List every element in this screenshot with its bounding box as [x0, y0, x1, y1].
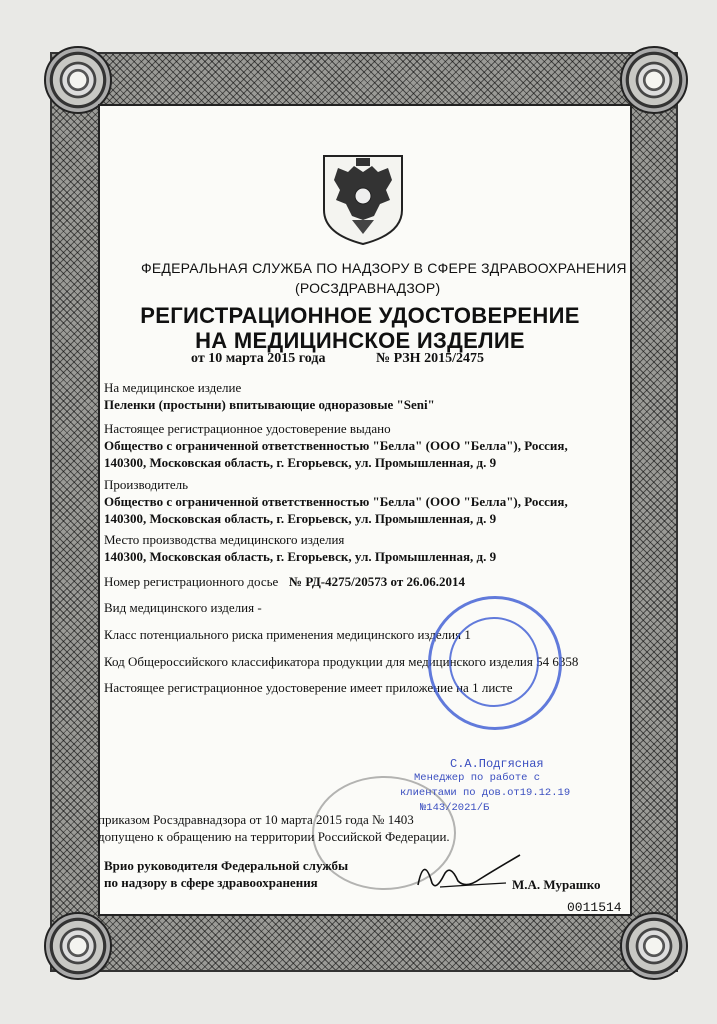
device-kind: Вид медицинского изделия - [104, 600, 262, 615]
copy-stamp-position: Менеджер по работе с [414, 772, 541, 784]
corner-rosette-icon [620, 912, 688, 980]
registration-number: № РЗН 2015/2475 [376, 351, 484, 366]
copy-stamp-name: С.А.Подгясная [450, 757, 544, 771]
signatory-role-continued: по надзору в сфере здравоохранения [104, 875, 318, 890]
signatory-role: Врио руководителя Федеральной службы [104, 858, 349, 873]
signatory-name: М.А. Мурашко [512, 877, 601, 892]
risk-class: Класс потенциального риска применения медицинского изделия 1 [104, 627, 471, 642]
manufacturer-address: 140300, Московская область, г. Егорьевск, ул. Промышленная, д. 9 [104, 511, 497, 526]
company-seal-stamp [428, 596, 562, 730]
dossier-number: № РД-4275/20573 от 26.06.2014 [289, 574, 465, 589]
seal-inner-ring [449, 617, 539, 707]
order-line: приказом Росздравнадзора от 10 марта 2015 года № 1403 [98, 812, 414, 827]
manufacturer-company: Общество с ограниченной ответственностью "Белла" (ООО "Белла"), Россия, [104, 494, 568, 509]
certificate-title: РЕГИСТРАЦИОННОЕ УДОСТОВЕРЕНИЕ [140, 303, 580, 328]
circulation-approval: допущено к обращению на территории Российской Федерации. [98, 829, 450, 844]
issued-to-company: Общество с ограниченной ответственностью "Белла" (ООО "Белла"), Россия, [104, 438, 568, 453]
copy-stamp-number: №143/2021/Б [420, 802, 490, 814]
issued-to-label: Настоящее регистрационное удостоверение выдано [104, 421, 391, 436]
copy-stamp-authority: клиентами по дов.от19.12.19 [400, 787, 571, 799]
dossier-label: Номер регистрационного досье [104, 574, 279, 589]
production-place-address: 140300, Московская область, г. Егорьевск, ул. Промышленная, д. 9 [104, 549, 497, 564]
agency-abbreviation: (РОСЗДРАВНАДЗОР) [295, 280, 441, 296]
production-place-label: Место производства медицинского изделия [104, 532, 345, 547]
appendix-note: Настоящее регистрационное удостоверение имеет приложение на 1 листе [104, 680, 513, 695]
coat-of-arms-icon [318, 150, 408, 246]
agency-name: ФЕДЕРАЛЬНАЯ СЛУЖБА ПО НАДЗОРУ В СФЕРЕ ЗДРАВООХРАНЕНИЯ [141, 260, 627, 276]
device-label: На медицинское изделие [104, 380, 242, 395]
device-name: Пеленки (простыни) впитывающие одноразовые "Seni" [104, 397, 435, 412]
okp-code: Код Общероссийского классификатора продукции для медицинского изделия 54 6358 [104, 654, 579, 669]
certificate-subtitle: НА МЕДИЦИНСКОЕ ИЗДЕЛИЕ [195, 328, 525, 353]
issue-date: от 10 марта 2015 года [191, 351, 326, 366]
serial-number: 0011514 [567, 900, 622, 915]
issued-to-address: 140300, Московская область, г. Егорьевск, ул. Промышленная, д. 9 [104, 455, 497, 470]
manufacturer-label: Производитель [104, 477, 189, 492]
corner-rosette-icon [44, 912, 112, 980]
